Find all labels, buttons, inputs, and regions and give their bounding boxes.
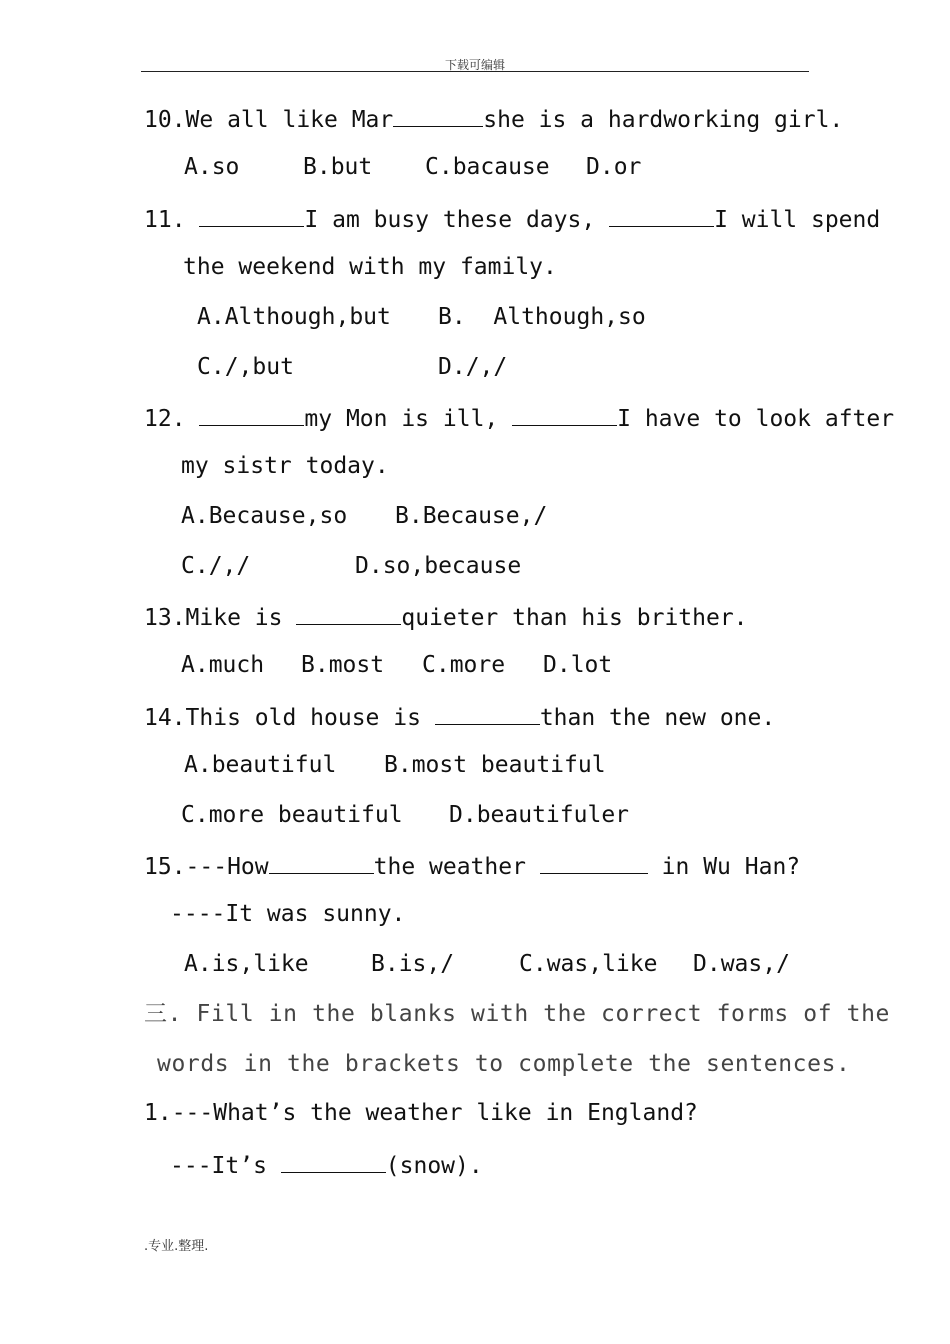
s3q1-blank xyxy=(281,1148,386,1173)
question-13 xyxy=(144,600,748,630)
q10-blank xyxy=(393,102,483,127)
q12-blank-2 xyxy=(512,401,617,426)
q12-option-d: D.so,because xyxy=(355,553,522,579)
q11-num: 11. xyxy=(144,207,186,233)
q10-stem-a: 10.We all like Mar xyxy=(144,107,394,133)
q15-option-b: B.is,/ xyxy=(371,951,455,977)
q11-part-b: I will spend xyxy=(714,207,881,233)
q13-stem-b: quieter than his brither. xyxy=(401,605,748,631)
q12-part-a: my Mon is ill, xyxy=(304,406,499,432)
q12-blank-1 xyxy=(199,401,304,426)
question-11 xyxy=(144,202,880,232)
q13-option-b: B.most xyxy=(301,652,385,678)
s3q1-ans-b: (snow). xyxy=(385,1153,483,1179)
q10-option-a: A.so xyxy=(184,154,240,180)
q12-num: 12. xyxy=(144,406,186,432)
q15-option-a: A.is,like xyxy=(184,951,309,977)
q10-option-d: D.or xyxy=(586,154,642,180)
q15-blank-2 xyxy=(540,849,648,874)
q12-option-b: B.Because,/ xyxy=(395,503,548,529)
q11-blank-2 xyxy=(609,202,714,227)
q13-option-c: C.more xyxy=(422,652,506,678)
s3-question-1: 1.---What’s the weather like in England? xyxy=(144,1100,698,1126)
q15-option-d: D.was,/ xyxy=(693,951,790,977)
q14-option-c: C.more beautiful xyxy=(181,802,403,828)
q12-option-c: C./,/ xyxy=(181,553,251,579)
q11-option-d: D./,/ xyxy=(438,354,508,380)
header-rule xyxy=(141,71,809,72)
q11-option-b: B. Although,so xyxy=(438,304,646,330)
s3-question-1-answer xyxy=(170,1148,483,1178)
q14-stem-a: 14.This old house is xyxy=(144,705,421,731)
q11-blank-1 xyxy=(199,202,304,227)
q12-continuation: my sistr today. xyxy=(181,453,389,479)
q11-part-a: I am busy these days, xyxy=(304,207,596,233)
q13-option-d: D.lot xyxy=(543,652,613,678)
q14-blank xyxy=(435,700,540,725)
q10-stem-b: she is a hardworking girl. xyxy=(483,107,844,133)
q15-option-c: C.was,like xyxy=(519,951,658,977)
question-12 xyxy=(144,401,894,431)
q11-continuation: the weekend with my family. xyxy=(183,254,557,280)
q11-option-c: C./,but xyxy=(197,354,294,380)
question-14 xyxy=(144,700,775,730)
q14-option-d: D.beautifuler xyxy=(449,802,630,828)
q12-option-a: A.Because,so xyxy=(181,503,348,529)
q10-option-b: B.but xyxy=(303,154,373,180)
q14-option-a: A.beautiful xyxy=(184,752,337,778)
section-3-heading-cont: words in the brackets to complete the sentences. xyxy=(157,1051,851,1077)
question-10 xyxy=(144,102,843,132)
q15-answer: ----It was sunny. xyxy=(170,901,406,927)
q11-option-a: A.Although,but xyxy=(197,304,391,330)
q13-option-a: A.much xyxy=(181,652,265,678)
question-15 xyxy=(144,849,800,879)
q14-option-b: B.most beautiful xyxy=(384,752,606,778)
page-header: 下载可编辑 xyxy=(444,58,505,72)
q15-stem-b: the weather xyxy=(373,854,526,880)
s3q1-ans-a: ---It’s xyxy=(170,1153,267,1179)
q15-blank-1 xyxy=(269,849,374,874)
q12-part-b: I have to look after xyxy=(617,406,895,432)
q10-option-c: C.bacause xyxy=(425,154,550,180)
q13-blank xyxy=(296,600,401,625)
q15-stem-c: in Wu Han? xyxy=(661,854,801,880)
q15-stem-a: 15.---How xyxy=(144,854,269,880)
q13-stem-a: 13.Mike is xyxy=(144,605,283,631)
section-3-heading: 三. Fill in the blanks with the correct forms of the xyxy=(144,1001,890,1027)
q14-stem-b: than the new one. xyxy=(539,705,776,731)
page-footer: .专业.整理. xyxy=(144,1239,209,1254)
